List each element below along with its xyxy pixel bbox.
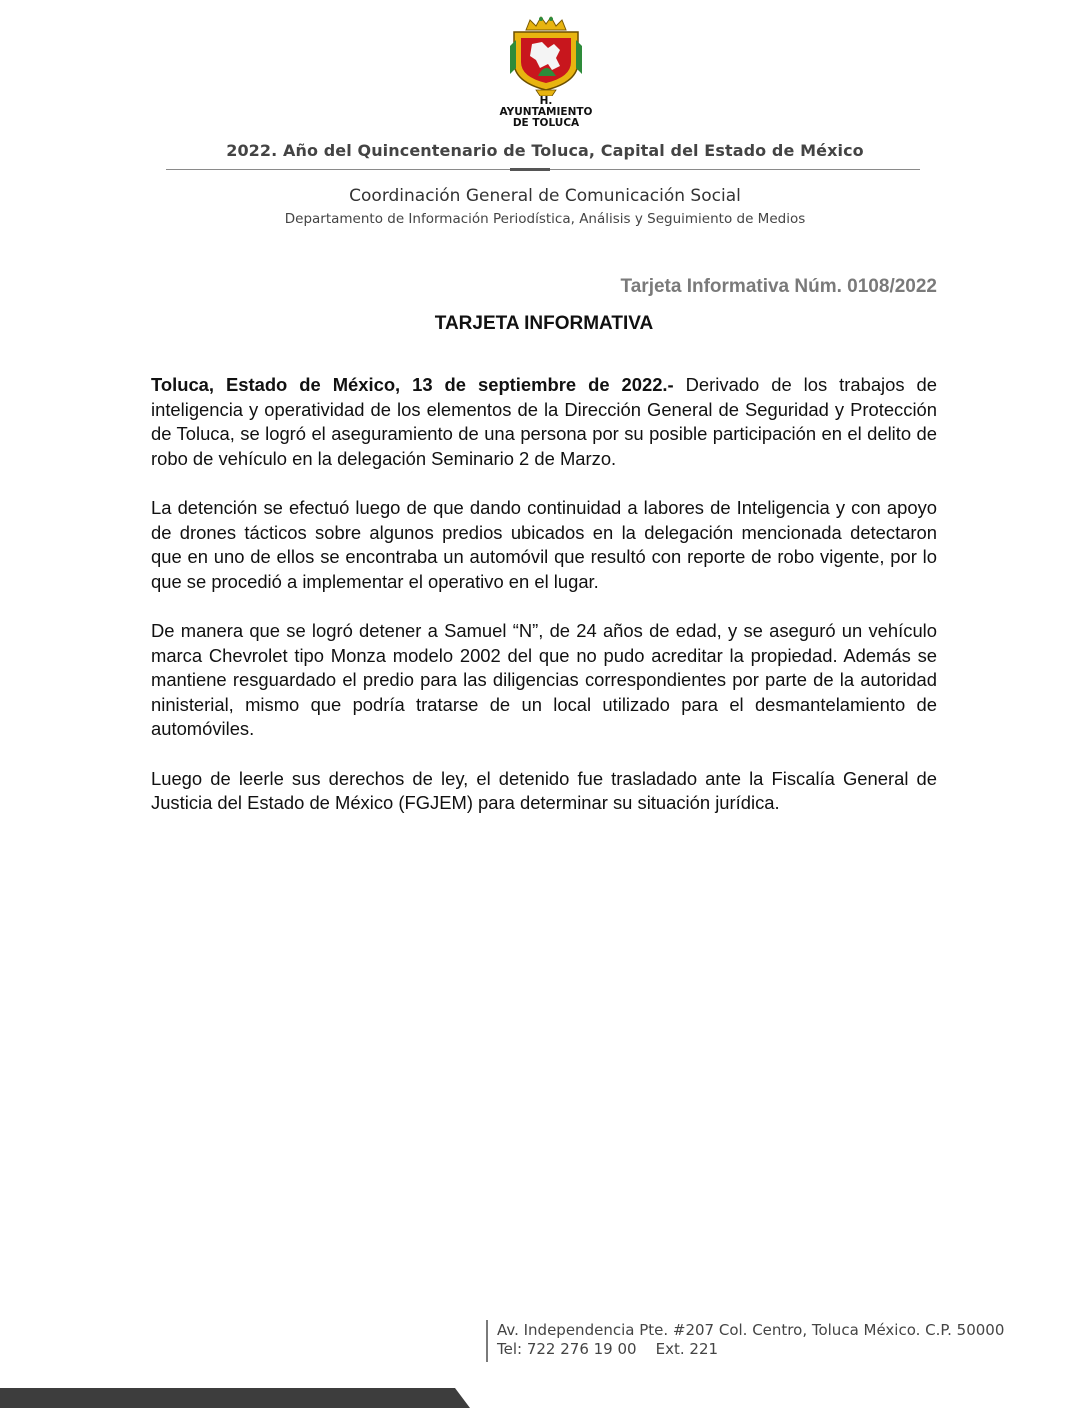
footer-band — [0, 1388, 470, 1408]
paragraph-1-text: Derivado de los trabajos de inteligencia y operatividad de los elementos de la Dirección General de Seguridad y Protección de Toluca, se logró el aseguramiento de una persona por su posible participación en el delito de robo de vehículo en la delegación Seminario 2 de Marzo. — [151, 374, 937, 469]
coat-of-arms-icon — [508, 16, 584, 96]
paragraph-2: La detención se efectuó luego de que dando continuidad a labores de Inteligencia y con apoyo de drones tácticos sobre algunos predios ubicados en la delegación mencionada detectaron que en uno de ellos se encontraba un automóvil que resultó con reporte de robo vigente, por lo que se procedió a implementar el operativo en el lugar. — [151, 497, 937, 592]
document-title: TARJETA INFORMATIVA — [434, 313, 654, 334]
card-number: Tarjeta Informativa Núm. 0108/2022 — [620, 276, 937, 297]
footer-divider — [486, 1320, 488, 1362]
logo-caption-line2: DE TOLUCA — [512, 117, 580, 129]
paragraph-3: De manera que se logró detener a Samuel “N”, de 24 años de edad, y se aseguró un vehículo marca Chevrolet tipo Monza modelo 2002 del que no pudo acreditar la propiedad. Además se mantiene resguardado el predio para las diligencias correspondientes por parte de la autoridad ninisterial, mismo que podría tratarse de un local utilizado para el desmantelamiento de automóviles. — [151, 620, 937, 739]
paragraph-1 — [151, 373, 937, 471]
footer-address: Av. Independencia Pte. #207 Col. Centro, Toluca México. C.P. 50000 — [497, 1321, 1005, 1339]
dateline: Toluca, Estado de México, 13 de septiembre de 2022.- — [151, 374, 674, 395]
year-motto: 2022. Año del Quincentenario de Toluca, Capital del Estado de México — [226, 141, 864, 160]
municipal-logo — [494, 16, 598, 129]
footer-phone: Tel: 722 276 19 00 Ext. 221 — [497, 1340, 719, 1358]
logo-caption-line1: H. AYUNTAMIENTO — [499, 95, 593, 118]
paragraph-4: Luego de leerle sus derechos de ley, el detenido fue trasladado ante la Fiscalía General de Justicia del Estado de México (FGJEM) para determinar su situación jurídica. — [151, 767, 937, 813]
header-divider-accent — [510, 168, 550, 171]
department-subtitle: Departamento de Información Periodística, Análisis y Seguimiento de Medios — [284, 211, 806, 227]
department-title: Coordinación General de Comunicación Social — [349, 186, 741, 206]
document-body — [151, 373, 937, 841]
logo-caption — [494, 96, 598, 129]
